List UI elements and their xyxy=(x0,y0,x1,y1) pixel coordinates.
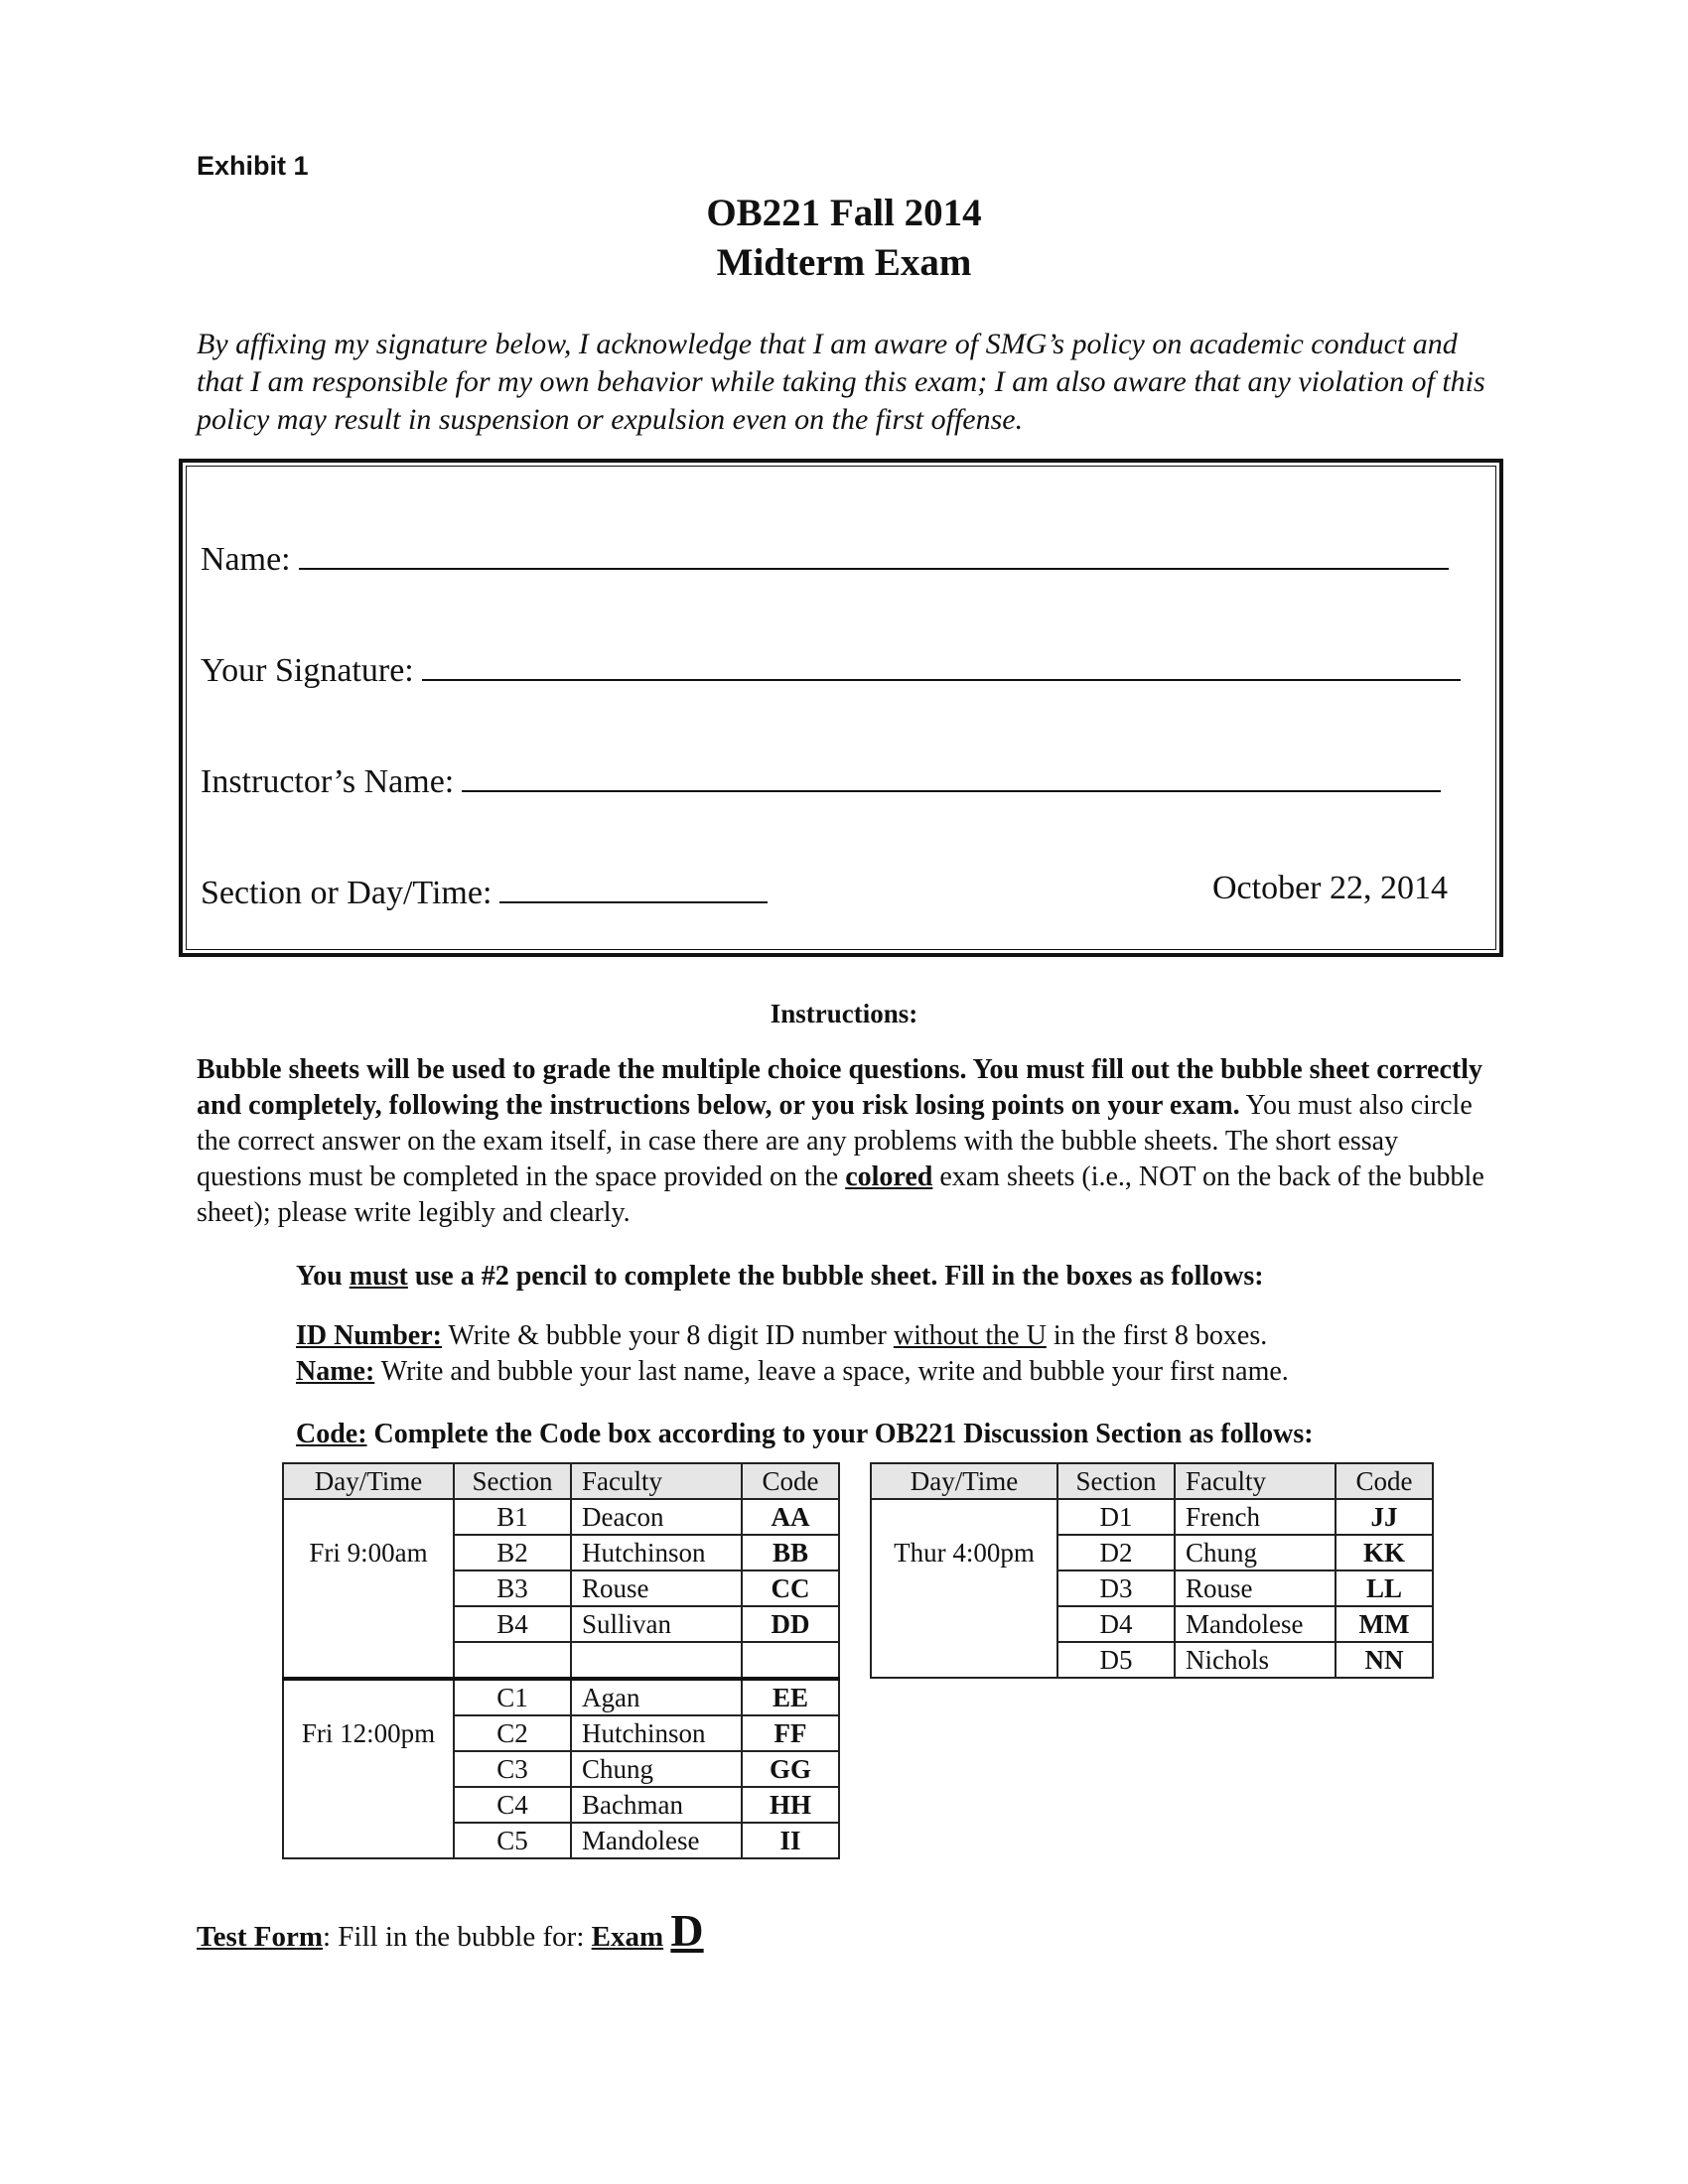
colored-word: colored xyxy=(845,1161,933,1192)
signature-field[interactable] xyxy=(422,651,1461,681)
exam-word: Exam xyxy=(591,1921,664,1953)
instructions-heading: Instructions: xyxy=(770,999,918,1028)
section-cell: B1 xyxy=(454,1499,571,1535)
faculty-cell: Rouse xyxy=(571,1570,742,1606)
faculty-cell: French xyxy=(1175,1499,1336,1535)
course-title: OB221 Fall 2014 xyxy=(706,192,982,234)
exam-title: Midterm Exam xyxy=(716,241,972,284)
table-row xyxy=(871,1499,1433,1535)
header-section: Section xyxy=(1057,1463,1175,1499)
test-form-text: : Fill in the bubble for: xyxy=(323,1921,592,1953)
code-cell: NN xyxy=(1336,1642,1433,1678)
code-cell: JJ xyxy=(1336,1499,1433,1535)
faculty-cell: Chung xyxy=(571,1751,742,1787)
name-instruction xyxy=(296,1356,1289,1388)
header-section: Section xyxy=(454,1463,571,1499)
code-table-thursday xyxy=(870,1462,1434,1679)
section-field[interactable] xyxy=(499,874,768,903)
name-row xyxy=(201,540,1449,579)
faculty-cell: Mandolese xyxy=(1175,1606,1336,1642)
instructions-paragraph xyxy=(197,1052,1497,1231)
code-cell: HH xyxy=(742,1787,839,1823)
section-cell: C5 xyxy=(454,1823,571,1858)
header-day-time: Day/Time xyxy=(871,1463,1057,1499)
code-cell: MM xyxy=(1336,1606,1433,1642)
section-cell: D5 xyxy=(1057,1642,1175,1678)
code-cell: GG xyxy=(742,1751,839,1787)
code-instruction-text: Complete the Code box according to your OB221 Discussion Section as follows: xyxy=(366,1419,1314,1449)
header-day-time: Day/Time xyxy=(283,1463,454,1499)
code-cell: KK xyxy=(1336,1535,1433,1570)
section-cell: D2 xyxy=(1057,1535,1175,1570)
faculty-cell: Bachman xyxy=(571,1787,742,1823)
code-cell: CC xyxy=(742,1570,839,1606)
section-cell: B3 xyxy=(454,1570,571,1606)
section-cell: D4 xyxy=(1057,1606,1175,1642)
section-cell: D3 xyxy=(1057,1570,1175,1606)
id-number-instruction xyxy=(296,1320,1267,1352)
table-header-row xyxy=(283,1463,839,1499)
instructions-text-1: You must also circle the correct answer on the exam itself, in case there are any problems with the bubble sheets. The short essay questions must be completed in the space provided on the xyxy=(197,1090,1473,1192)
test-form-instruction xyxy=(197,1904,704,1957)
code-table-friday xyxy=(282,1462,840,1859)
instructions-text-2: exam sheets (i.e., NOT on the back of the bubble sheet); please write legibly and clearly. xyxy=(197,1161,1484,1228)
section-cell: B4 xyxy=(454,1606,571,1642)
code-cell: FF xyxy=(742,1715,839,1751)
instructions-bold-text: Bubble sheets will be used to grade the multiple choice questions. You must fill out the bubble sheet correctly and completely, following the instructions below, or you risk losing points on your exam. xyxy=(197,1054,1483,1121)
faculty-cell: Mandolese xyxy=(571,1823,742,1858)
section-cell: C2 xyxy=(454,1715,571,1751)
faculty-cell: Sullivan xyxy=(571,1606,742,1642)
table-header-row xyxy=(871,1463,1433,1499)
pencil-instruction xyxy=(296,1261,1264,1293)
section-label: Section or Day/Time: xyxy=(201,875,492,911)
name-instruction-label: Name: xyxy=(296,1356,375,1387)
acknowledgement-text: By affixing my signature below, I acknowledge that I am aware of SMG’s policy on academic conduct and that I am responsible for my own behavior while taking this exam; I am also aware that any violation of this policy may result in suspension or expulsion even on the first offense. xyxy=(197,328,1485,436)
code-cell: LL xyxy=(1336,1570,1433,1606)
instructor-row xyxy=(201,762,1441,801)
instructor-label: Instructor’s Name: xyxy=(201,763,455,800)
code-cell: EE xyxy=(742,1679,839,1715)
section-row xyxy=(201,874,768,912)
header-faculty: Faculty xyxy=(571,1463,742,1499)
exam-date: October 22, 2014 xyxy=(1211,870,1448,906)
empty-cell xyxy=(571,1642,742,1679)
id-number-label: ID Number: xyxy=(296,1320,442,1351)
code-cell: AA xyxy=(742,1499,839,1535)
empty-cell xyxy=(454,1642,571,1679)
section-cell: C3 xyxy=(454,1751,571,1787)
faculty-cell: Hutchinson xyxy=(571,1535,742,1570)
table-row xyxy=(283,1499,839,1535)
faculty-cell: Rouse xyxy=(1175,1570,1336,1606)
id-without-u: without the U xyxy=(893,1320,1047,1351)
signature-label: Your Signature: xyxy=(201,652,414,689)
section-cell: B2 xyxy=(454,1535,571,1570)
name-label: Name: xyxy=(201,541,291,578)
faculty-cell: Agan xyxy=(571,1679,742,1715)
exhibit-label: Exhibit 1 xyxy=(197,151,309,181)
pencil-must: must xyxy=(349,1261,408,1292)
student-info-box xyxy=(179,459,1503,957)
exam-letter: D xyxy=(670,1905,704,1956)
pencil-post: use a #2 pencil to complete the bubble sheet. Fill in the boxes as follows: xyxy=(407,1261,1264,1292)
code-instruction xyxy=(296,1419,1314,1450)
code-cell: DD xyxy=(742,1606,839,1642)
section-cell: C1 xyxy=(454,1679,571,1715)
header-code: Code xyxy=(742,1463,839,1499)
pencil-pre: You xyxy=(296,1261,350,1292)
header-faculty: Faculty xyxy=(1175,1463,1336,1499)
faculty-cell: Chung xyxy=(1175,1535,1336,1570)
test-form-label: Test Form xyxy=(197,1921,323,1953)
day-time-cell: Thur 4:00pm xyxy=(871,1499,1057,1678)
name-instruction-text: Write and bubble your last name, leave a space, write and bubble your first name. xyxy=(374,1356,1289,1387)
faculty-cell: Nichols xyxy=(1175,1642,1336,1678)
code-cell: II xyxy=(742,1823,839,1858)
empty-cell xyxy=(742,1642,839,1679)
instructor-field[interactable] xyxy=(462,762,1441,792)
day-time-cell: Fri 12:00pm xyxy=(283,1679,454,1858)
day-time-cell: Fri 9:00am xyxy=(283,1499,454,1679)
code-cell: BB xyxy=(742,1535,839,1570)
header-code: Code xyxy=(1336,1463,1433,1499)
faculty-cell: Hutchinson xyxy=(571,1715,742,1751)
id-text-2: in the first 8 boxes. xyxy=(1046,1320,1268,1351)
signature-row xyxy=(201,651,1461,690)
table-row xyxy=(283,1679,839,1715)
section-cell: D1 xyxy=(1057,1499,1175,1535)
section-cell: C4 xyxy=(454,1787,571,1823)
faculty-cell: Deacon xyxy=(571,1499,742,1535)
code-instruction-label: Code: xyxy=(296,1419,367,1449)
name-field[interactable] xyxy=(299,540,1449,570)
id-text-1: Write & bubble your 8 digit ID number xyxy=(442,1320,894,1351)
